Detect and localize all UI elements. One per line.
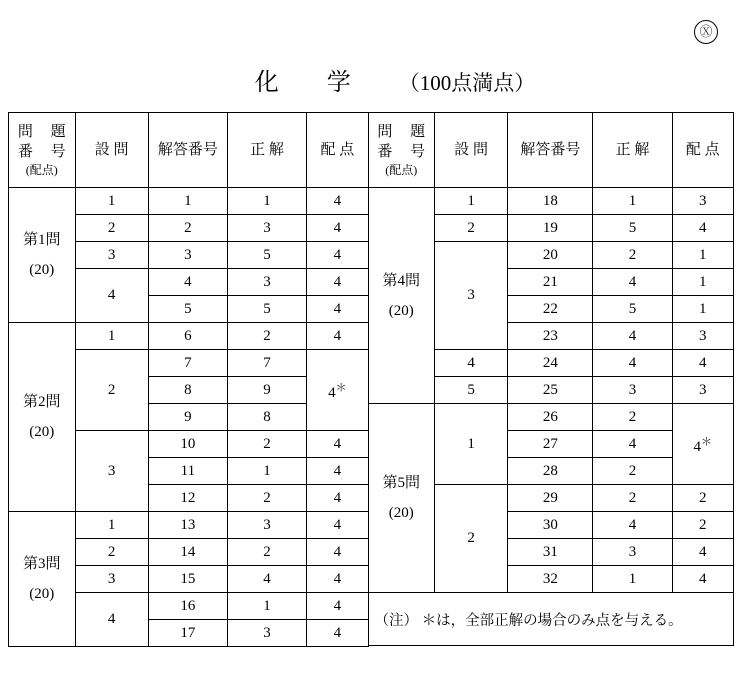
score-cell: 1 — [672, 242, 733, 269]
score-cell: 4 — [672, 350, 733, 377]
setsumon-cell: 4 — [75, 593, 148, 647]
header-answer-no: 解答番号 — [148, 113, 227, 188]
answer-table-right — [368, 112, 734, 646]
score-cell: 4 — [307, 215, 368, 242]
correct-answer-cell: 2 — [227, 323, 306, 350]
setsumon-cell: 3 — [75, 431, 148, 512]
answer-tables — [8, 112, 734, 647]
correct-answer-cell: 1 — [227, 458, 306, 485]
setsumon-cell: 2 — [435, 485, 508, 593]
header-correct-answer: 正 解 — [593, 113, 672, 188]
corner-mark-icon: Ⓧ — [694, 20, 718, 44]
score-cell: 4 — [307, 593, 368, 620]
header-score: 配 点 — [307, 113, 368, 188]
answer-no-cell: 27 — [508, 431, 593, 458]
answer-no-cell: 9 — [148, 404, 227, 431]
answer-table-left — [8, 112, 369, 647]
header-setsumon: 設 問 — [435, 113, 508, 188]
score-cell: 4 — [307, 242, 368, 269]
answer-no-cell: 29 — [508, 485, 593, 512]
footnote: （注） ＊は，全部正解の場合のみ点を与える。 — [368, 593, 733, 646]
correct-answer-cell: 8 — [227, 404, 306, 431]
answer-no-cell: 15 — [148, 566, 227, 593]
header-question-no: 問 題 番 号 (配点) — [368, 113, 435, 188]
correct-answer-cell: 5 — [227, 296, 306, 323]
header-answer-no: 解答番号 — [508, 113, 593, 188]
score-cell: 4 — [307, 485, 368, 512]
setsumon-cell: 1 — [435, 188, 508, 215]
correct-answer-cell: 1 — [227, 188, 306, 215]
correct-answer-cell: 3 — [227, 620, 306, 647]
header-score: 配 点 — [672, 113, 733, 188]
table-header-row — [368, 113, 733, 188]
answer-no-cell: 3 — [148, 242, 227, 269]
correct-answer-cell: 4 — [593, 350, 672, 377]
table-row — [9, 188, 369, 215]
answer-no-cell: 22 — [508, 296, 593, 323]
setsumon-cell: 1 — [75, 323, 148, 350]
score-cell: 4＊ — [672, 404, 733, 485]
correct-answer-cell: 5 — [593, 296, 672, 323]
correct-answer-cell: 4 — [227, 566, 306, 593]
score-cell: 1 — [672, 269, 733, 296]
setsumon-cell: 5 — [435, 377, 508, 404]
answer-no-cell: 20 — [508, 242, 593, 269]
score-cell: 3 — [672, 377, 733, 404]
answer-no-cell: 11 — [148, 458, 227, 485]
score-cell: 4 — [307, 512, 368, 539]
setsumon-cell: 4 — [75, 269, 148, 323]
setsumon-cell: 1 — [75, 512, 148, 539]
correct-answer-cell: 2 — [227, 539, 306, 566]
score-cell: 3 — [672, 188, 733, 215]
answer-no-cell: 30 — [508, 512, 593, 539]
score-cell: 4 — [672, 566, 733, 593]
correct-answer-cell: 4 — [593, 323, 672, 350]
note-row — [368, 593, 733, 646]
setsumon-cell: 4 — [435, 350, 508, 377]
answer-no-cell: 6 — [148, 323, 227, 350]
setsumon-cell: 2 — [75, 350, 148, 431]
page-title — [0, 62, 742, 97]
answer-no-cell: 21 — [508, 269, 593, 296]
correct-answer-cell: 3 — [593, 539, 672, 566]
setsumon-cell: 1 — [75, 188, 148, 215]
score-cell: 4 — [307, 323, 368, 350]
score-cell: 4 — [307, 539, 368, 566]
score-cell: 4＊ — [307, 350, 368, 431]
answer-no-cell: 24 — [508, 350, 593, 377]
setsumon-cell: 2 — [75, 539, 148, 566]
score-cell: 4 — [307, 188, 368, 215]
table-row — [9, 512, 369, 539]
subject-title: 化学 — [254, 70, 399, 96]
answer-no-cell: 31 — [508, 539, 593, 566]
right-table-wrapper — [368, 112, 734, 647]
score-cell: 4 — [307, 269, 368, 296]
answer-no-cell: 13 — [148, 512, 227, 539]
answer-no-cell: 17 — [148, 620, 227, 647]
correct-answer-cell: 3 — [593, 377, 672, 404]
question-group-label: 第3問 (20) — [9, 512, 76, 647]
score-cell: 2 — [672, 485, 733, 512]
answer-no-cell: 8 — [148, 377, 227, 404]
correct-answer-cell: 2 — [593, 242, 672, 269]
question-group-label: 第1問 (20) — [9, 188, 76, 323]
setsumon-cell: 3 — [435, 242, 508, 350]
answer-no-cell: 32 — [508, 566, 593, 593]
table-row — [368, 188, 733, 215]
score-cell: 2 — [672, 512, 733, 539]
answer-no-cell: 10 — [148, 431, 227, 458]
setsumon-cell: 3 — [75, 566, 148, 593]
correct-answer-cell: 1 — [593, 566, 672, 593]
score-cell: 3 — [672, 323, 733, 350]
header-correct-answer: 正 解 — [227, 113, 306, 188]
score-cell: 4 — [672, 539, 733, 566]
correct-answer-cell: 2 — [593, 404, 672, 431]
answer-no-cell: 5 — [148, 296, 227, 323]
correct-answer-cell: 3 — [227, 269, 306, 296]
correct-answer-cell: 5 — [227, 242, 306, 269]
correct-answer-cell: 2 — [227, 485, 306, 512]
header-question-no: 問 題 番 号 (配点) — [9, 113, 76, 188]
correct-answer-cell: 2 — [227, 431, 306, 458]
answer-no-cell: 14 — [148, 539, 227, 566]
correct-answer-cell: 4 — [593, 512, 672, 539]
table-row — [9, 323, 369, 350]
answer-no-cell: 26 — [508, 404, 593, 431]
header-setsumon: 設 問 — [75, 113, 148, 188]
score-cell: 4 — [672, 215, 733, 242]
correct-answer-cell: 2 — [593, 458, 672, 485]
score-cell: 1 — [672, 296, 733, 323]
answer-no-cell: 19 — [508, 215, 593, 242]
score-cell: 4 — [307, 566, 368, 593]
answer-no-cell: 12 — [148, 485, 227, 512]
answer-no-cell: 4 — [148, 269, 227, 296]
setsumon-cell: 1 — [435, 404, 508, 485]
answer-no-cell: 25 — [508, 377, 593, 404]
question-group-label: 第2問 (20) — [9, 323, 76, 512]
score-cell: 4 — [307, 296, 368, 323]
table-row — [368, 404, 733, 431]
answer-no-cell: 7 — [148, 350, 227, 377]
correct-answer-cell: 4 — [593, 269, 672, 296]
correct-answer-cell: 5 — [593, 215, 672, 242]
score-cell: 4 — [307, 458, 368, 485]
table-header-row — [9, 113, 369, 188]
answer-no-cell: 1 — [148, 188, 227, 215]
correct-answer-cell: 2 — [593, 485, 672, 512]
correct-answer-cell: 1 — [227, 593, 306, 620]
correct-answer-cell: 1 — [593, 188, 672, 215]
correct-answer-cell: 3 — [227, 512, 306, 539]
correct-answer-cell: 3 — [227, 215, 306, 242]
correct-answer-cell: 4 — [593, 431, 672, 458]
setsumon-cell: 2 — [435, 215, 508, 242]
correct-answer-cell: 7 — [227, 350, 306, 377]
answer-no-cell: 2 — [148, 215, 227, 242]
score-cell: 4 — [307, 431, 368, 458]
question-group-label: 第4問 (20) — [368, 188, 435, 404]
setsumon-cell: 2 — [75, 215, 148, 242]
answer-no-cell: 23 — [508, 323, 593, 350]
answer-no-cell: 16 — [148, 593, 227, 620]
setsumon-cell: 3 — [75, 242, 148, 269]
score-cell: 4 — [307, 620, 368, 647]
answer-no-cell: 28 — [508, 458, 593, 485]
correct-answer-cell: 9 — [227, 377, 306, 404]
total-points: （100点満点） — [398, 71, 536, 95]
question-group-label: 第5問 (20) — [368, 404, 435, 593]
answer-no-cell: 18 — [508, 188, 593, 215]
